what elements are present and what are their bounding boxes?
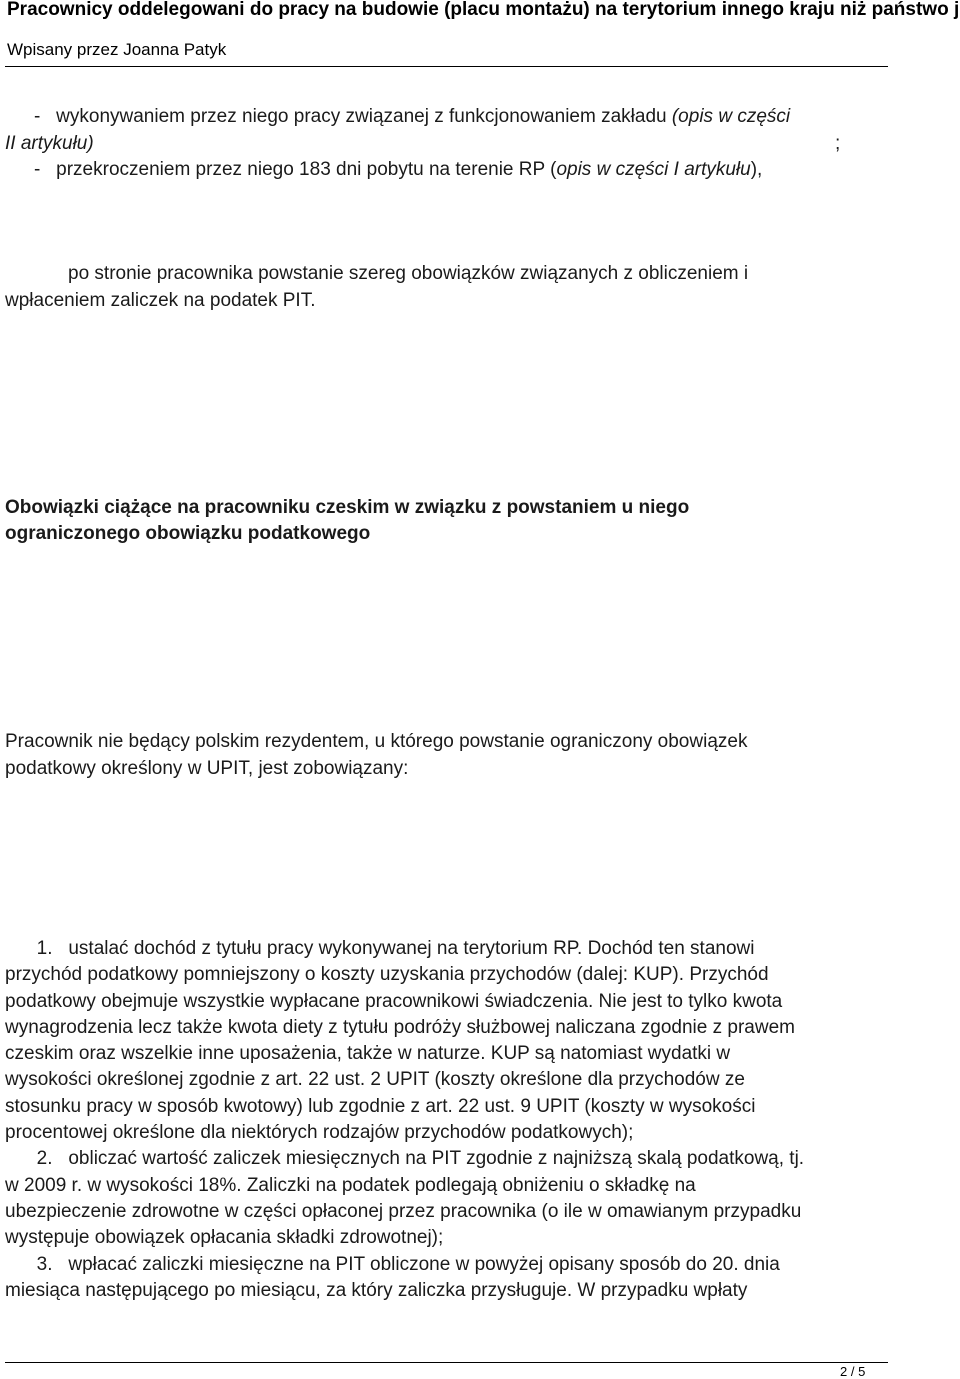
numbered-list-line: stosunku pracy w sposób kwotowy) lub zgodnie z art. 22 ust. 9 UPIT (koszty w wysokości (5, 1095, 756, 1117)
header-divider (5, 66, 888, 67)
dash-list-item-1-text: - wykonywaniem przez niego pracy związanej z funkcjonowaniem zakładu (34, 106, 672, 127)
numbered-list-line: 2. obliczać wartość zaliczek miesięcznych na PIT zgodnie z najniższą skalą podatkową, tj. (5, 1148, 805, 1170)
paragraph-2-line-1: Pracownik nie będący polskim rezydentem, u którego powstanie ograniczony obowiązek (5, 731, 748, 752)
numbered-list-line: czeskim oraz wszelkie inne uposażenia, także w naturze. KUP są natomiast wydatki w (5, 1043, 731, 1065)
numbered-list-line: procentowej określone dla niektórych rodzajów przychodów podatkowych); (5, 1122, 634, 1144)
numbered-list-line: 3. wpłacać zaliczki miesięczne na PIT obliczone w powyżej opisany sposób do 20. dnia (5, 1253, 780, 1275)
numbered-list-line: podatkowy obejmuje wszystkie wypłacane pracownikowi świadczenia. Nie jest to tylko kwota (5, 990, 783, 1012)
numbered-list-line: 1. ustalać dochód z tytułu pracy wykonywanej na terytorium RP. Dochód ten stanowi (5, 938, 755, 959)
numbered-list-line: przychód podatkowy pomniejszony o koszty uzyskania przychodów (dalej: KUP). Przychód (5, 964, 769, 986)
dash-list-item-2-text: - przekroczeniem przez niego 183 dni pobytu na terenie RP ( (34, 159, 557, 180)
paragraph-1-line-1: po stronie pracownika powstanie szereg obowiązków związanych z obliczeniem i (68, 263, 749, 284)
dash-list-item-2 (34, 157, 894, 183)
dash-list-item-1-ref-cont: II artykułu) (5, 133, 94, 154)
author-line: Wpisany przez Joanna Patyk (7, 40, 227, 59)
numbered-list-line: ubezpieczenie zdrowotne w części opłaconej przez pracownika (o ile w omawianym przypadku (5, 1200, 802, 1222)
dash-list-item-1-ref: (opis w części (671, 106, 791, 127)
page-header-title: Pracownicy oddelegowani do pracy na budowie (placu montażu) na terytorium innego kraju niż państwo j (7, 0, 960, 20)
dash-list-item-1 (34, 104, 874, 130)
numbered-list-line: miesiąca następującego po miesiącu, za który zaliczka przysługuje. W przypadku wpłaty (5, 1279, 748, 1301)
numbered-list (5, 936, 925, 1304)
numbered-list-line: wysokości określonej zgodnie z art. 22 ust. 2 UPIT (koszty określone dla przychodów ze (5, 1069, 745, 1091)
dash-list-item-1-cont (5, 131, 845, 157)
numbered-list-line: w 2009 r. w wysokości 18%. Zaliczki na podatek podlegają obniżeniu o składkę na (5, 1174, 696, 1196)
numbered-list-line: występuje obowiązek opłacania składki zdrowotnej); (5, 1227, 444, 1249)
dash-list-item-1-semicolon: ; (835, 133, 841, 154)
paragraph-1-line-2: wpłaceniem zaliczek na podatek PIT. (5, 290, 316, 311)
section-heading-line-1: Obowiązki ciążące na pracowniku czeskim w związku z powstaniem u niego (5, 497, 690, 518)
section-heading-line-2: ograniczonego obowiązku podatkowego (5, 523, 371, 544)
paragraph-2-line-2: podatkowy określony w UPIT, jest zobowiązany: (5, 758, 409, 779)
numbered-list-line: wynagrodzenia lecz także kwota diety z tytułu podróży służbowej naliczana zgodnie z prawem (5, 1016, 795, 1038)
dash-list-item-2-end: ), (750, 159, 763, 180)
dash-list-item-2-ref: opis w części I artykułu (556, 159, 751, 180)
page-number: 2 / 5 (840, 1364, 866, 1379)
footer-divider (5, 1362, 888, 1363)
